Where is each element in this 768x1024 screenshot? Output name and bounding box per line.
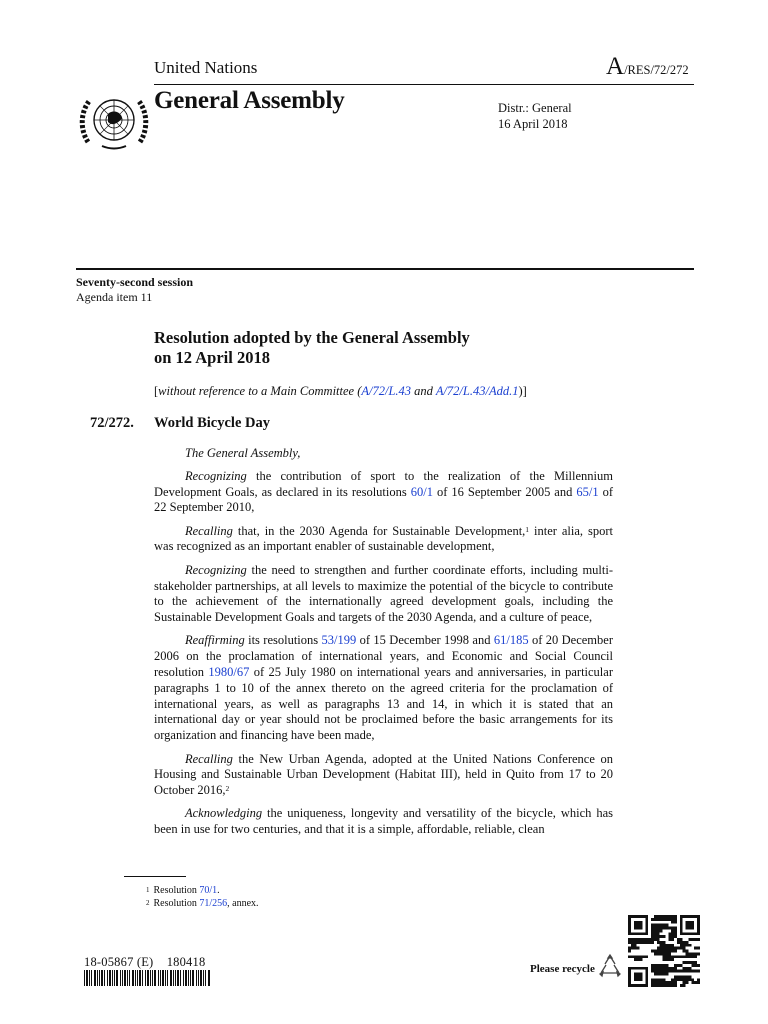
document-symbol-number: /RES/72/272 xyxy=(624,63,689,77)
link-resolution-61-185[interactable]: 61/185 xyxy=(493,633,529,648)
organization-name: United Nations xyxy=(154,58,258,77)
link-resolution-71-256[interactable]: 71/256 xyxy=(199,898,228,909)
committee-link-l43[interactable]: A/72/L.43 xyxy=(361,384,412,398)
paragraph-lead: Recognizing xyxy=(185,468,247,483)
distribution-block xyxy=(498,100,572,132)
paragraph-2 xyxy=(154,524,613,556)
paragraph-text: of 15 December 1998 and xyxy=(356,633,494,648)
resolution-title-line-2: on 12 April 2018 xyxy=(154,348,270,367)
paragraph-1 xyxy=(154,469,613,516)
barcode-icon xyxy=(84,970,212,986)
link-resolution-53-199[interactable]: 53/199 xyxy=(321,633,357,648)
document-symbol xyxy=(606,53,689,81)
opening-text: The General Assembly, xyxy=(185,446,301,460)
section-rule xyxy=(76,268,694,270)
footnote-number: 1 xyxy=(146,886,150,894)
paragraph-lead: Acknowledging xyxy=(185,806,263,821)
link-resolution-65-1[interactable]: 65/1 xyxy=(576,484,599,499)
paragraph-text: the need to strengthen and further coordinate efforts, including multi-stakeholder partnerships, at all levels to maximize the potential of the bicycle to contribute to the achievement of the internationally agreed development goals, including the Sustainable Development Goals and targets of the 2030 Agenda, and a culture of peace, xyxy=(154,562,613,625)
qr-code-icon xyxy=(628,915,700,987)
document-symbol-prefix: A xyxy=(606,53,625,80)
link-resolution-70-1[interactable]: 70/1 xyxy=(199,885,218,896)
paragraph-text: the contribution of sport to the realization of the Millennium Development Goals, as declared in its resolutions xyxy=(154,468,613,499)
committee-and: and xyxy=(411,384,436,398)
resolution-title-line-1: Resolution adopted by the General Assembly xyxy=(154,328,470,347)
paragraph-text: of 16 September 2005 and xyxy=(432,484,577,499)
footnote-text: Resolution xyxy=(153,885,200,896)
committee-link-l43-add1[interactable]: A/72/L.43/Add.1 xyxy=(435,384,519,398)
resolution-title xyxy=(154,328,470,368)
paragraph-text: its resolutions xyxy=(244,633,322,648)
assembly-title: General Assembly xyxy=(154,87,345,114)
document-code: 18-05867 (E) 180418 xyxy=(84,955,206,969)
resolution-number: 72/272. xyxy=(90,415,134,431)
paragraph-lead: Recognizing xyxy=(185,562,247,577)
paragraph-lead: Recalling xyxy=(185,751,233,766)
paragraph-text: of 22 September 2010, xyxy=(154,484,614,515)
footnote-text: Resolution xyxy=(153,898,200,909)
distribution-label: Distr.: General xyxy=(498,101,572,115)
footnote-2 xyxy=(146,897,259,910)
recycle-label: Please recycle xyxy=(530,963,595,975)
footnote-1 xyxy=(146,884,259,897)
committee-bracket-open: [ xyxy=(154,384,159,398)
footnote-text: , annex. xyxy=(227,898,259,909)
paragraph-text: of 20 December 2006 on the proclamation of international years, and Economic and Social Council resolution xyxy=(154,633,613,680)
resolution-name: World Bicycle Day xyxy=(154,415,270,431)
opening-line xyxy=(154,446,613,462)
footnote-number: 2 xyxy=(146,899,150,907)
paragraph-lead: Reaffirming xyxy=(185,633,245,648)
un-emblem-icon xyxy=(78,90,150,152)
footnote-marker: 1 xyxy=(525,524,530,534)
link-resolution-1980-67[interactable]: 1980/67 xyxy=(208,665,250,680)
paragraph-text: the uniqueness, longevity and versatility of the bicycle, which has been in use for two centuries, and that it is a simple, affordable, reliable, clean xyxy=(154,806,613,837)
header-rule xyxy=(154,84,694,85)
committee-text: without reference to a Main Committee ( xyxy=(158,384,362,398)
issue-date: 16 April 2018 xyxy=(498,117,568,131)
paragraph-text: that, in the 2030 Agenda for Sustainable Development, xyxy=(232,523,526,538)
paragraph-text: inter alia, sport was recognized as an important enabler of sustainable development, xyxy=(154,523,613,554)
footnotes xyxy=(146,884,259,910)
session-name: Seventy-second session xyxy=(76,275,194,289)
paragraph-text: the New Urban Agenda, adopted at the United Nations Conference on Housing and Sustainable Urban Development (Habitat III), held in Quito from 17 to 20 October 2016, xyxy=(154,751,613,798)
paragraph-6 xyxy=(154,806,613,838)
footnote-text: . xyxy=(217,885,220,896)
paragraph-lead: Recalling xyxy=(185,523,233,538)
agenda-item: Agenda item 11 xyxy=(76,290,153,304)
link-resolution-60-1[interactable]: 60/1 xyxy=(410,484,433,499)
committee-reference xyxy=(154,384,527,399)
session-info xyxy=(76,275,193,305)
paragraph-5 xyxy=(154,752,613,799)
paragraph-text: of 25 July 1980 on international years and anniversaries, in particular paragraphs 1 to 10 of the annex thereto on the agreed criteria for the proclamation of international years, as well as paragraphs 13 and 14, in which it is stated that an international day or year should not be proclaimed before the basic arrangements for its organization and financing have been made, xyxy=(154,665,613,743)
paragraph-4 xyxy=(154,633,613,744)
resolution-body xyxy=(154,446,613,846)
footnote-rule xyxy=(124,876,186,877)
footnote-marker: 2 xyxy=(225,784,230,794)
paragraph-3 xyxy=(154,563,613,626)
recycle-icon xyxy=(597,953,623,979)
committee-bracket-close: )] xyxy=(518,384,527,398)
